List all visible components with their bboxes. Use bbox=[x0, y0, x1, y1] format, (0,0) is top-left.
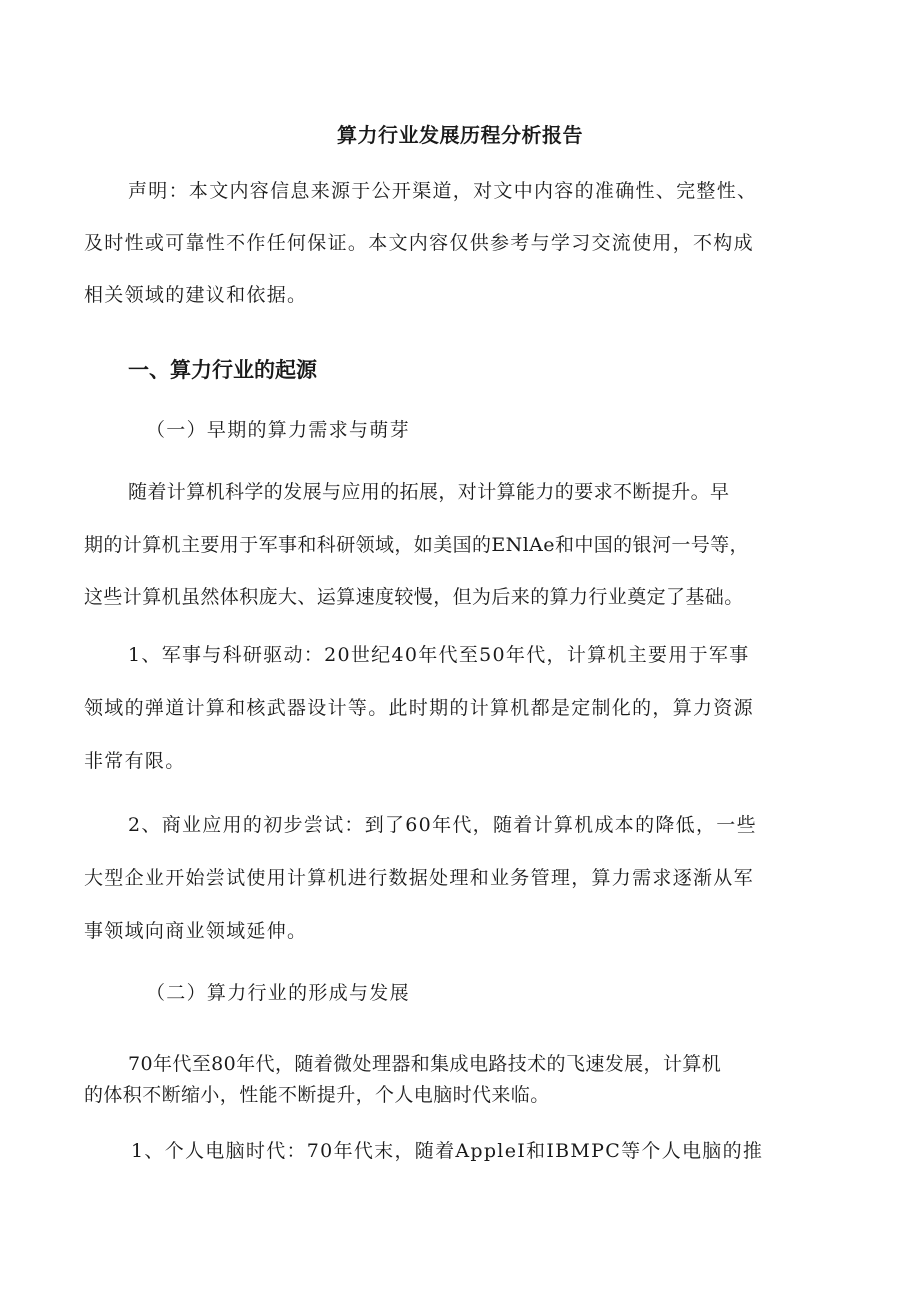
document-title: 算力行业发展历程分析报告 bbox=[337, 123, 583, 147]
list-item-line: 非常有限。 bbox=[84, 750, 186, 772]
list-item-line: 2、商业应用的初步尝试：到了60年代，随着计算机成本的降低，一些 bbox=[128, 814, 757, 836]
subsection-heading: （一）早期的算力需求与萌芽 bbox=[146, 419, 410, 441]
paragraph-line: 这些计算机虽然体积庞大、运算速度较慢，但为后来的算力行业奠定了基础。 bbox=[84, 586, 744, 608]
subsection-heading: （二）算力行业的形成与发展 bbox=[146, 982, 410, 1004]
paragraph-line: 期的计算机主要用于军事和科研领域，如美国的ENlAe和中国的银河一号等， bbox=[84, 534, 749, 556]
section-heading: 一、算力行业的起源 bbox=[128, 358, 317, 382]
disclaimer-line: 声明：本文内容信息来源于公开渠道，对文中内容的准确性、完整性、 bbox=[128, 180, 758, 202]
paragraph-line: 70年代至80年代，随着微处理器和集成电路技术的飞速发展，计算机 bbox=[128, 1053, 722, 1075]
disclaimer-line: 及时性或可靠性不作任何保证。本文内容仅供参考与学习交流使用，不构成 bbox=[84, 232, 754, 254]
list-item-line: 领域的弹道计算和核武器设计等。此时期的计算机都是定制化的，算力资源 bbox=[84, 697, 754, 719]
list-item-line: 大型企业开始尝试使用计算机进行数据处理和业务管理，算力需求逐渐从军 bbox=[84, 867, 754, 889]
list-item-line: 1、个人电脑时代：70年代末，随着AppleI和IBMPC等个人电脑的推 bbox=[131, 1140, 764, 1162]
list-item-line: 1、军事与科研驱动：20世纪40年代至50年代，计算机主要用于军事 bbox=[128, 644, 750, 666]
list-item-line: 事领域向商业领域延伸。 bbox=[84, 920, 308, 942]
disclaimer-line: 相关领域的建议和依据。 bbox=[84, 284, 308, 306]
paragraph-line: 的体积不断缩小，性能不断提升，个人电脑时代来临。 bbox=[84, 1084, 550, 1106]
paragraph-line: 随着计算机科学的发展与应用的拓展，对计算能力的要求不断提升。早 bbox=[128, 481, 730, 503]
